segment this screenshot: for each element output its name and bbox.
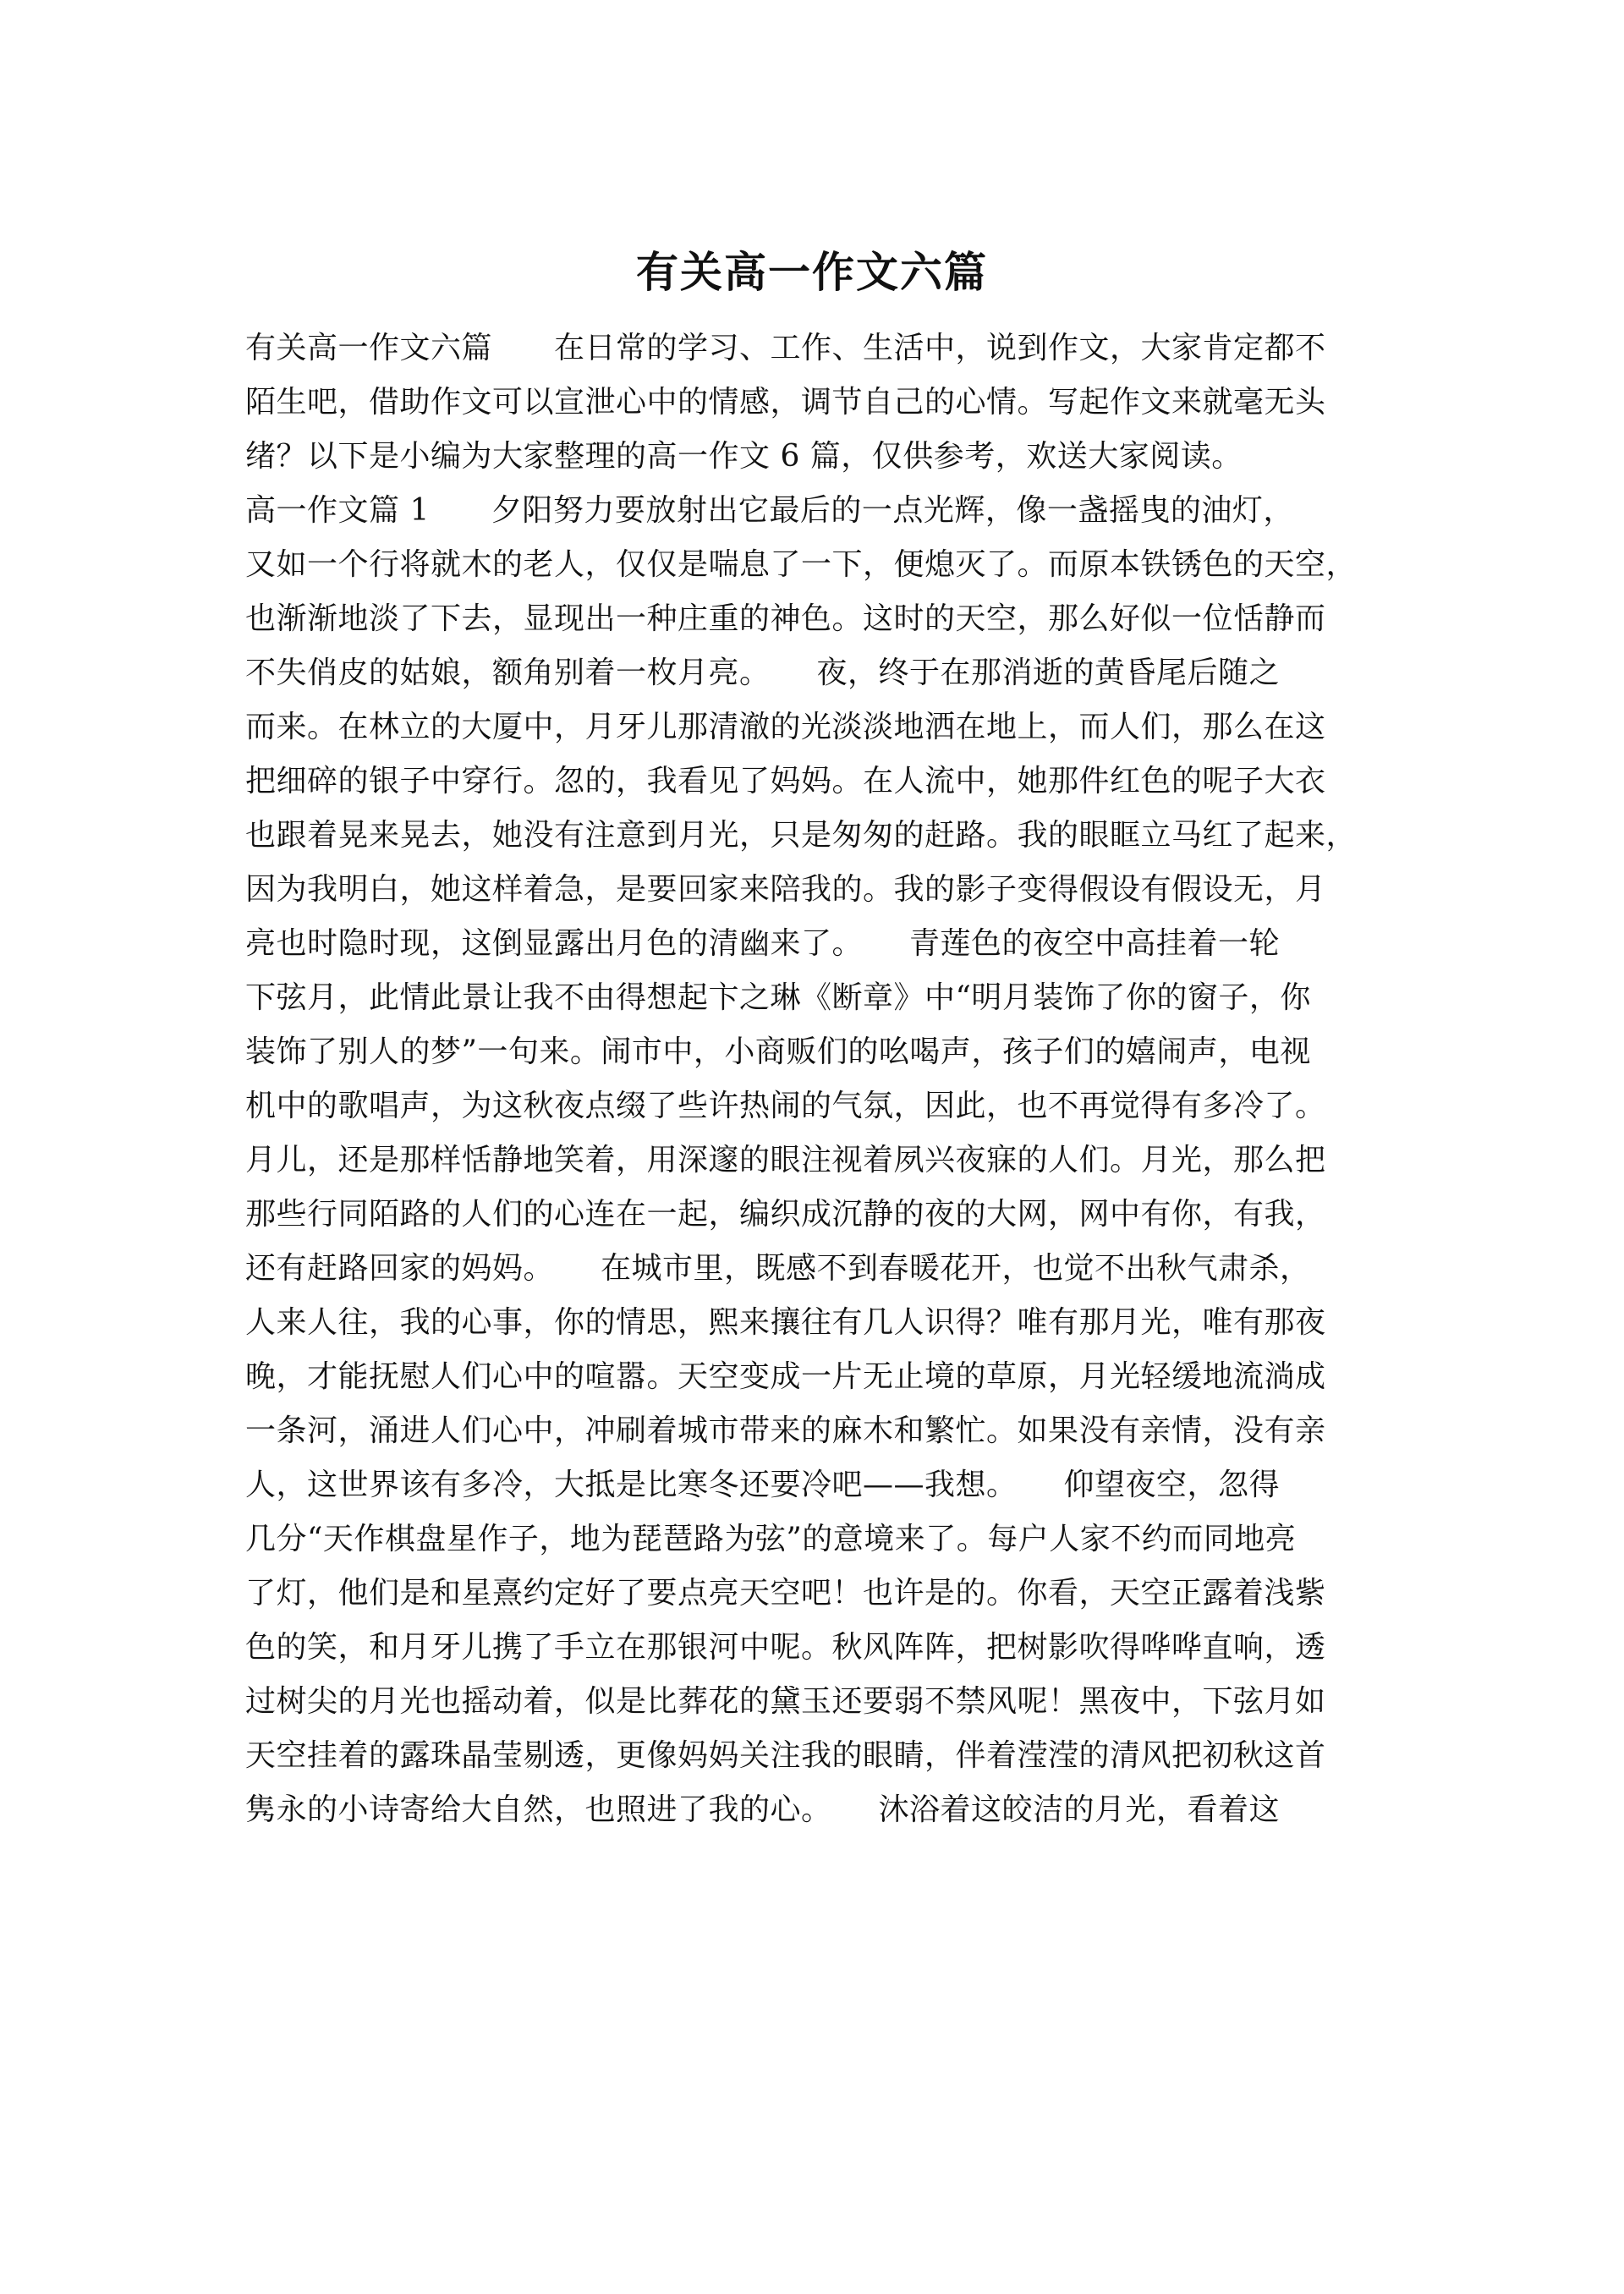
text-line: 不失俏皮的姑娘，额角别着一枚月亮。 夜，终于在那消逝的黄昏尾后随之	[245, 656, 1281, 690]
text-line: 还有赶路回家的妈妈。 在城市里，既感不到春暖花开，也觉不出秋气肃杀，	[245, 1251, 1311, 1286]
text-line: 又如一个行将就木的老人，仅仅是喘息了一下，便熄灭了。而原本铁锈色的天空，	[245, 547, 1358, 582]
text-line: 机中的歌唱声，为这秋夜点缀了些许热闹的气氛，因此，也不再觉得有多冷了。	[245, 1089, 1326, 1123]
text-line: 下弦月，此情此景让我不由得想起卞之琳《断章》中“明月装饰了你的窗子，你	[245, 980, 1311, 1015]
text-line: 有关高一作文六篇 在日常的学习、工作、生活中，说到作文，大家肯定都不	[245, 331, 1326, 365]
text-line: 把细碎的银子中穿行。忽的，我看见了妈妈。在人流中，她那件红色的呢子大衣	[245, 764, 1326, 799]
text-line: 月儿，还是那样恬静地笑着，用深邃的眼注视着夙兴夜寐的人们。月光，那么把	[245, 1143, 1326, 1177]
text-line: 人来人往，我的心事，你的情思，熙来攘往有几人识得？唯有那月光，唯有那夜	[245, 1305, 1326, 1340]
text-line: 绪？以下是小编为大家整理的高一作文 6 篇，仅供参考，欢送大家阅读。	[245, 439, 1243, 474]
text-line: 天空挂着的露珠晶莹剔透，更像妈妈关注我的眼睛，伴着滢滢的清风把初秋这首	[245, 1738, 1326, 1773]
text-line: 几分“天作棋盘星作子，地为琵琶路为弦”的意境来了。每户人家不约而同地亮	[245, 1522, 1297, 1556]
text-line: 晚，才能抚慰人们心中的喧嚣。天空变成一片无止境的草原，月光轻缓地流淌成	[245, 1359, 1326, 1394]
text-line: 因为我明白，她这样着急，是要回家来陪我的。我的影子变得假设有假设无，月	[245, 872, 1326, 907]
document-title: 有关高一作文六篇	[636, 247, 988, 297]
text-line: 了灯，他们是和星熹约定好了要点亮天空吧！也许是的。你看，天空正露着浅紫	[245, 1576, 1326, 1611]
text-line: 人，这世界该有多冷，大抵是比寒冬还要冷吧——我想。 仰望夜空，忽得	[245, 1468, 1281, 1502]
text-line: 那些行同陌路的人们的心连在一起，编织成沉静的夜的大网，网中有你，有我，	[245, 1197, 1326, 1232]
text-line: 一条河，涌进人们心中，冲刷着城市带来的麻木和繁忙。如果没有亲情，没有亲	[245, 1413, 1326, 1448]
text-line: 亮也时隐时现，这倒显露出月色的清幽来了。 青莲色的夜空中高挂着一轮	[245, 926, 1281, 961]
text-line: 过树尖的月光也摇动着，似是比葬花的黛玉还要弱不禁风呢！黑夜中，下弦月如	[245, 1684, 1326, 1719]
text-line: 高一作文篇 1 夕阳努力要放射出它最后的一点光辉，像一盏摇曳的油灯，	[245, 493, 1294, 528]
text-line: 而来。在林立的大厦中，月牙儿那清澈的光淡淡地洒在地上，而人们，那么在这	[245, 710, 1326, 744]
text-line: 陌生吧，借助作文可以宣泄心中的情感，调节自己的心情。写起作文来就毫无头	[245, 385, 1326, 420]
text-line: 隽永的小诗寄给大自然，也照进了我的心。 沐浴着这皎洁的月光，看着这	[245, 1792, 1281, 1827]
text-line: 装饰了别人的梦”一句来。闹市中，小商贩们的吆喝声，孩子们的嬉闹声，电视	[245, 1034, 1311, 1069]
document-body	[245, 321, 1396, 1837]
text-line: 也跟着晃来晃去，她没有注意到月光，只是匆匆的赶路。我的眼眶立马红了起来，	[245, 818, 1358, 853]
text-line: 也渐渐地淡了下去，显现出一种庄重的神色。这时的天空，那么好似一位恬静而	[245, 601, 1326, 636]
text-line: 色的笑，和月牙儿携了手立在那银河中呢。秋风阵阵，把树影吹得哗哗直响，透	[245, 1630, 1326, 1665]
